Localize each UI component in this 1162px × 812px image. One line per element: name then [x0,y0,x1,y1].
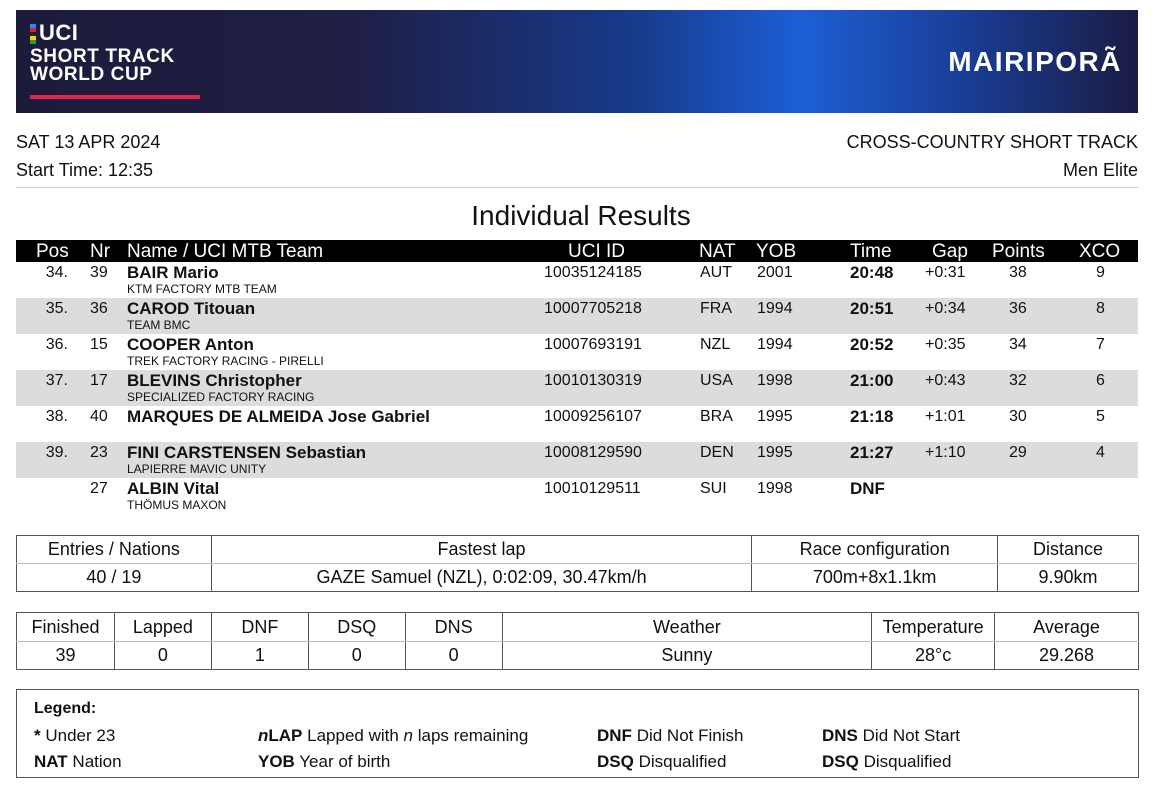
cell-rider-name: BLEVINS Christopher [127,371,302,390]
legend-key: DNF [597,726,632,745]
cell-nat: NZL [700,336,731,353]
legend-key: LAP [268,726,303,745]
cell-xco: 7 [1096,336,1105,353]
cell-points: 36 [1009,300,1027,317]
cell-gap: +0:34 [925,300,966,317]
legend-box [16,689,1139,778]
cell-rider-name: FINI CARSTENSEN Sebastian [127,443,366,462]
stats-header: Average [995,613,1139,642]
cell-xco: 5 [1096,408,1105,425]
col-uci-id: UCI ID [568,241,625,262]
average-speed-value: 29.268 [995,642,1139,670]
legend-key: DSQ [822,752,859,771]
cell-time: 21:18 [850,407,894,426]
cell-time: 21:00 [850,371,894,390]
col-pos: Pos [36,241,69,262]
rainbow-stripes-icon [30,24,36,44]
cell-nat: SUI [700,480,727,497]
legend-key: * [34,726,41,745]
cell-rider-name: BAIR Mario [127,263,219,282]
fastest-lap-value: GAZE Samuel (NZL), 0:02:09, 30.47km/h [211,564,751,592]
cell-time: 20:48 [850,263,894,282]
table-row [16,262,1138,298]
legend-text: Year of birth [299,752,391,771]
legend-key-n: n [258,726,269,745]
col-name: Name / UCI MTB Team [127,241,324,262]
cell-xco: 4 [1096,444,1105,461]
legend-key: YOB [258,752,295,771]
cell-uci-id: 10010129511 [544,480,641,497]
cell-gap: +0:43 [925,372,966,389]
discipline: CROSS-COUNTRY SHORT TRACK [846,132,1138,152]
cell-team: LAPIERRE MAVIC UNITY [127,462,267,476]
legend-text-n: n [403,726,414,745]
series-title-line2: WORLD CUP [30,64,153,85]
stats-header: Temperature [872,613,995,642]
start-time: Start Time: 12:35 [16,160,154,180]
legend-text: Under 23 [45,726,116,745]
summary-header: Race configuration [752,536,998,564]
race-date: SAT 13 APR 2024 [16,132,161,152]
table-row [16,442,1138,478]
stats-header: Weather [502,613,872,642]
col-xco: XCO [1079,241,1121,262]
legend-text: Nation [72,752,122,771]
cell-xco: 8 [1096,300,1105,317]
legend-key: DSQ [597,752,634,771]
finished-value: 39 [17,642,115,670]
cell-nat: BRA [700,408,733,425]
venue-name: MAIRIPORÃ [948,46,1122,77]
cell-nr: 40 [90,408,108,425]
cell-gap: +1:10 [925,444,966,461]
cell-pos: 37. [45,372,68,389]
category: Men Elite [1062,160,1138,180]
legend-dns [822,726,960,746]
cell-gap: +0:31 [925,264,966,281]
weather-value: Sunny [502,642,872,670]
results-table-header [16,240,1138,262]
cell-pos: 38. [45,408,68,425]
cell-uci-id: 10008129590 [544,444,642,461]
cell-team: SPECIALIZED FACTORY RACING [127,390,315,404]
legend-lapped [258,726,528,746]
cell-team: TREK FACTORY RACING - PIRELLI [127,354,324,368]
legend-dsq-2 [822,752,951,772]
legend-under23 [34,726,115,746]
cell-gap: +1:01 [925,408,966,425]
cell-time: 21:27 [850,443,894,462]
cell-team: TEAM BMC [127,318,191,332]
legend-nat [34,752,122,772]
cell-time: 20:51 [850,299,894,318]
cell-uci-id: 10035124185 [544,264,642,281]
legend-text: Did Not Start [862,726,960,745]
cell-gap: +0:35 [925,336,966,353]
cell-nr: 36 [90,300,108,317]
divider [16,187,1138,188]
cell-nat: AUT [700,264,732,281]
accent-underline [30,95,200,99]
uci-logo-text: UCI [39,20,79,45]
legend-key: DNS [822,726,858,745]
legend-key: NAT [34,752,68,771]
cell-uci-id: 10009256107 [544,408,642,425]
table-row [16,370,1138,406]
stats-header: Finished [17,613,115,642]
dnf-value: 1 [211,642,308,670]
stats-header: Lapped [114,613,211,642]
cell-points: 30 [1009,408,1027,425]
legend-text: Did Not Finish [636,726,744,745]
cell-nr: 39 [90,264,108,281]
col-points: Points [992,241,1045,262]
page-title: Individual Results [471,200,691,231]
cell-yob: 2001 [757,264,793,281]
event-banner [16,10,1138,113]
summary-header: Distance [998,536,1139,564]
cell-yob: 1998 [757,372,793,389]
legend-title: Legend: [34,700,97,717]
legend-dnf [597,726,743,746]
cell-yob: 1994 [757,300,793,317]
table-row [16,334,1138,370]
race-summary-table [16,535,1139,592]
legend-dsq [597,752,726,772]
cell-points: 38 [1009,264,1027,281]
cell-uci-id: 10010130319 [544,372,642,389]
legend-text: Lapped with [307,726,399,745]
cell-nr: 23 [90,444,108,461]
series-title [30,48,175,84]
col-gap: Gap [932,241,968,262]
cell-rider-name: ALBIN Vital [127,479,220,498]
race-stats-table [16,612,1139,670]
cell-yob: 1994 [757,336,793,353]
cell-pos: 34. [45,264,68,281]
cell-yob: 1998 [757,480,793,497]
cell-team: THÖMUS MAXON [127,498,227,512]
cell-nr: 17 [90,372,108,389]
series-title-line1: SHORT TRACK [30,46,175,67]
table-row [16,298,1138,334]
temperature-value: 28°c [872,642,995,670]
cell-pos: 35. [45,300,68,317]
cell-yob: 1995 [757,408,793,425]
cell-points: 34 [1009,336,1027,353]
dsq-value: 0 [308,642,405,670]
cell-xco: 6 [1096,372,1105,389]
distance-value: 9.90km [998,564,1139,592]
stats-header: DNF [211,613,308,642]
cell-nr: 15 [90,336,108,353]
summary-header: Fastest lap [211,536,751,564]
entries-nations-value: 40 / 19 [17,564,212,592]
cell-points: 32 [1009,372,1027,389]
cell-points: 29 [1009,444,1027,461]
legend-yob [258,752,390,772]
summary-header: Entries / Nations [17,536,212,564]
cell-rider-name: COOPER Anton [127,335,254,354]
cell-rider-name: CAROD Titouan [127,299,256,318]
cell-pos: 36. [45,336,68,353]
stats-header: DNS [405,613,502,642]
cell-xco: 9 [1096,264,1105,281]
col-nat: NAT [699,241,736,262]
cell-nr: 27 [90,480,108,497]
cell-yob: 1995 [757,444,793,461]
cell-pos: 39. [45,444,68,461]
legend-text: Disqualified [638,752,727,771]
stats-header: DSQ [308,613,405,642]
cell-nat: USA [700,372,733,389]
uci-logo [30,20,78,44]
col-yob: YOB [756,241,797,262]
legend-text: laps remaining [417,726,529,745]
table-row [16,478,1138,514]
cell-uci-id: 10007693191 [544,336,642,353]
col-nr: Nr [90,241,111,262]
legend-text: Disqualified [863,752,952,771]
cell-uci-id: 10007705218 [544,300,642,317]
cell-nat: DEN [700,444,734,461]
dns-value: 0 [405,642,502,670]
cell-time: DNF [850,479,885,498]
col-time: Time [850,241,892,262]
table-row [16,406,1138,442]
cell-rider-name: MARQUES DE ALMEIDA Jose Gabriel [127,407,430,426]
race-configuration-value: 700m+8x1.1km [752,564,998,592]
cell-nat: FRA [700,300,732,317]
cell-team: KTM FACTORY MTB TEAM [127,282,277,296]
cell-time: 20:52 [850,335,894,354]
lapped-value: 0 [114,642,211,670]
